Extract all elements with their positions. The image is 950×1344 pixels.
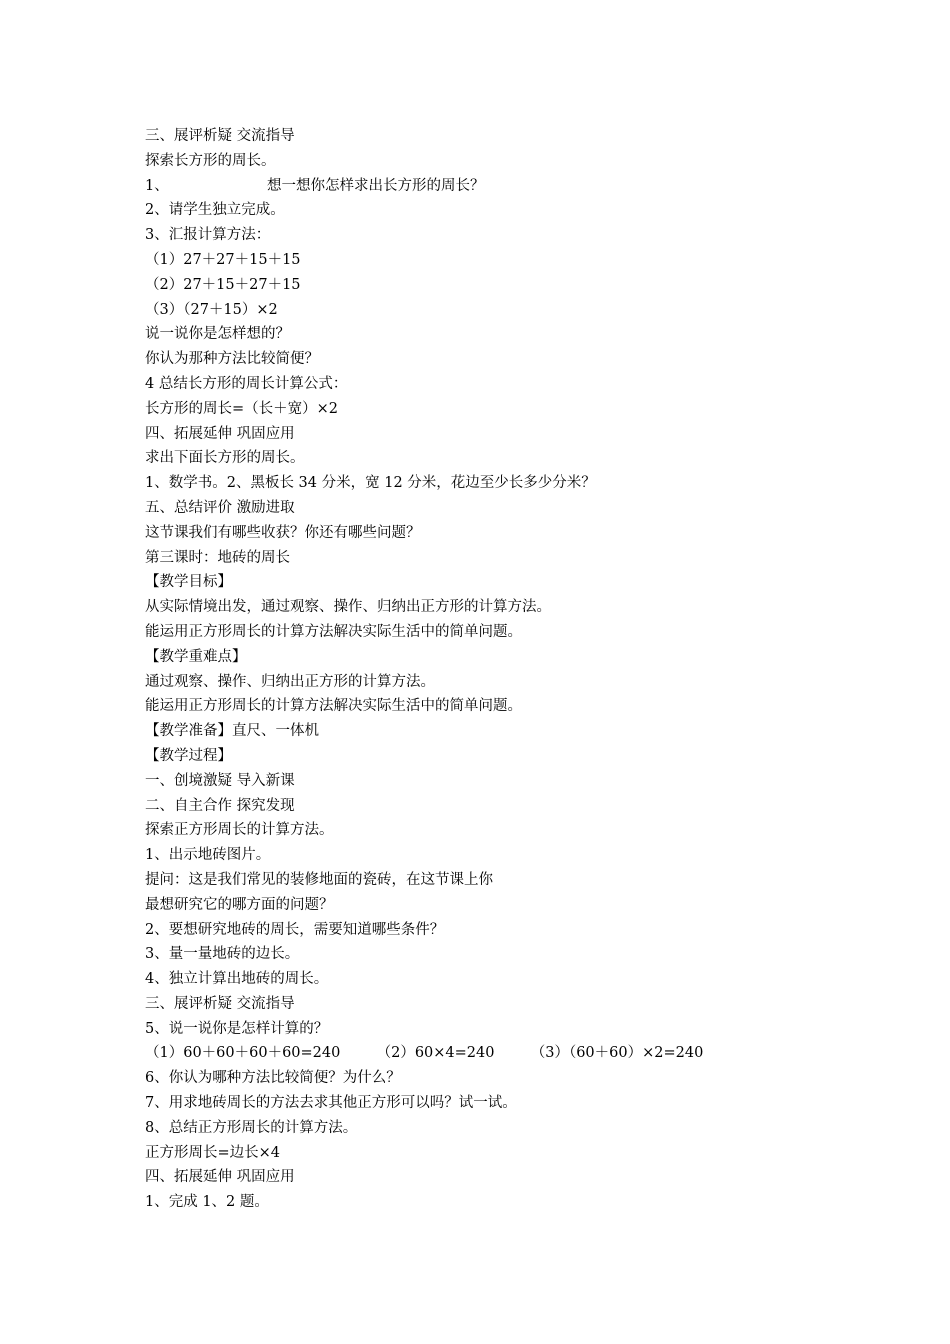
- text-line: 探索正方形周长的计算方法。: [145, 822, 334, 839]
- text-line: 4、独立计算出地砖的周长。: [145, 971, 329, 988]
- text-line: 2、请学生独立完成。: [145, 202, 285, 219]
- text-line: 1、数学书。2、黑板长 34 分米，宽 12 分米，花边至少长多少分米？: [145, 475, 596, 492]
- document-page: [145, 124, 845, 1215]
- text-line: 1、完成 1、2 题。: [145, 1194, 269, 1211]
- text-line: 你认为那种方法比较简便？: [145, 351, 319, 368]
- heading-line: 三、展评析疑 交流指导: [145, 995, 295, 1012]
- heading-line: 一、创境激疑 导入新课: [145, 772, 295, 789]
- formula-line: 正方形周长=边长×4: [145, 1144, 281, 1161]
- text-line: 这节课我们有哪些收获？你还有哪些问题？: [145, 524, 421, 541]
- heading-line: 四、拓展延伸 巩固应用: [145, 1169, 295, 1186]
- text-line: 6、你认为哪种方法比较简便？为什么？: [145, 1070, 401, 1087]
- text-line: 求出下面长方形的周长。: [145, 450, 305, 467]
- lesson-title: 第三课时：地砖的周长: [145, 549, 290, 566]
- text-line: 通过观察、操作、归纳出正方形的计算方法。: [145, 673, 435, 690]
- text-line: 探索长方形的周长。: [145, 152, 276, 169]
- section-label: 【教学过程】: [145, 747, 232, 764]
- text-line: 2、要想研究地砖的周长，需要知道哪些条件？: [145, 921, 445, 938]
- question-text: 想一想你怎样求出长方形的周长？: [267, 177, 485, 194]
- text-line: 能运用正方形周长的计算方法解决实际生活中的简单问题。: [145, 623, 522, 640]
- text-line: 5、说一说你是怎样计算的？: [145, 1020, 329, 1037]
- text-line: 3、汇报计算方法：: [145, 227, 271, 244]
- text-line: 1、出示地砖图片。: [145, 847, 271, 864]
- formula-line: （1）60＋60＋60＋60=240 （2）60×4=240 （3）（60＋60）×2=240: [145, 1045, 704, 1062]
- section-label: 【教学重难点】: [145, 648, 247, 665]
- section-label: 【教学准备】直尺、一体机: [145, 723, 319, 740]
- formula-line: （3）（27＋15）×2: [145, 301, 278, 318]
- text-line: 4 总结长方形的周长计算公式：: [145, 375, 348, 392]
- text-line: 最想研究它的哪方面的问题？: [145, 896, 334, 913]
- section-label: 【教学目标】: [145, 574, 232, 591]
- list-number: 1、: [145, 177, 169, 194]
- text-line: 3、量一量地砖的边长。: [145, 946, 300, 963]
- heading-line: 三、展评析疑 交流指导: [145, 128, 295, 144]
- text-line: 从实际情境出发，通过观察、操作、归纳出正方形的计算方法。: [145, 599, 551, 616]
- text-line: [145, 174, 845, 199]
- text-line: 能运用正方形周长的计算方法解决实际生活中的简单问题。: [145, 698, 522, 715]
- heading-line: 二、自主合作 探究发现: [145, 797, 295, 814]
- heading-line: 四、拓展延伸 巩固应用: [145, 425, 295, 442]
- formula-line: 长方形的周长=（长＋宽）×2: [145, 400, 339, 417]
- text-line: 说一说你是怎样想的？: [145, 326, 290, 343]
- text-line: 8、总结正方形周长的计算方法。: [145, 1119, 358, 1136]
- formula-line: （2）27＋15＋27＋15: [145, 276, 301, 293]
- formula-line: （1）27＋27＋15＋15: [145, 251, 301, 268]
- text-line: 提问：这是我们常见的装修地面的瓷砖，在这节课上你: [145, 871, 493, 888]
- heading-line: 五、总结评价 激励进取: [145, 499, 295, 516]
- text-line: 7、用求地砖周长的方法去求其他正方形可以吗？试一试。: [145, 1095, 517, 1112]
